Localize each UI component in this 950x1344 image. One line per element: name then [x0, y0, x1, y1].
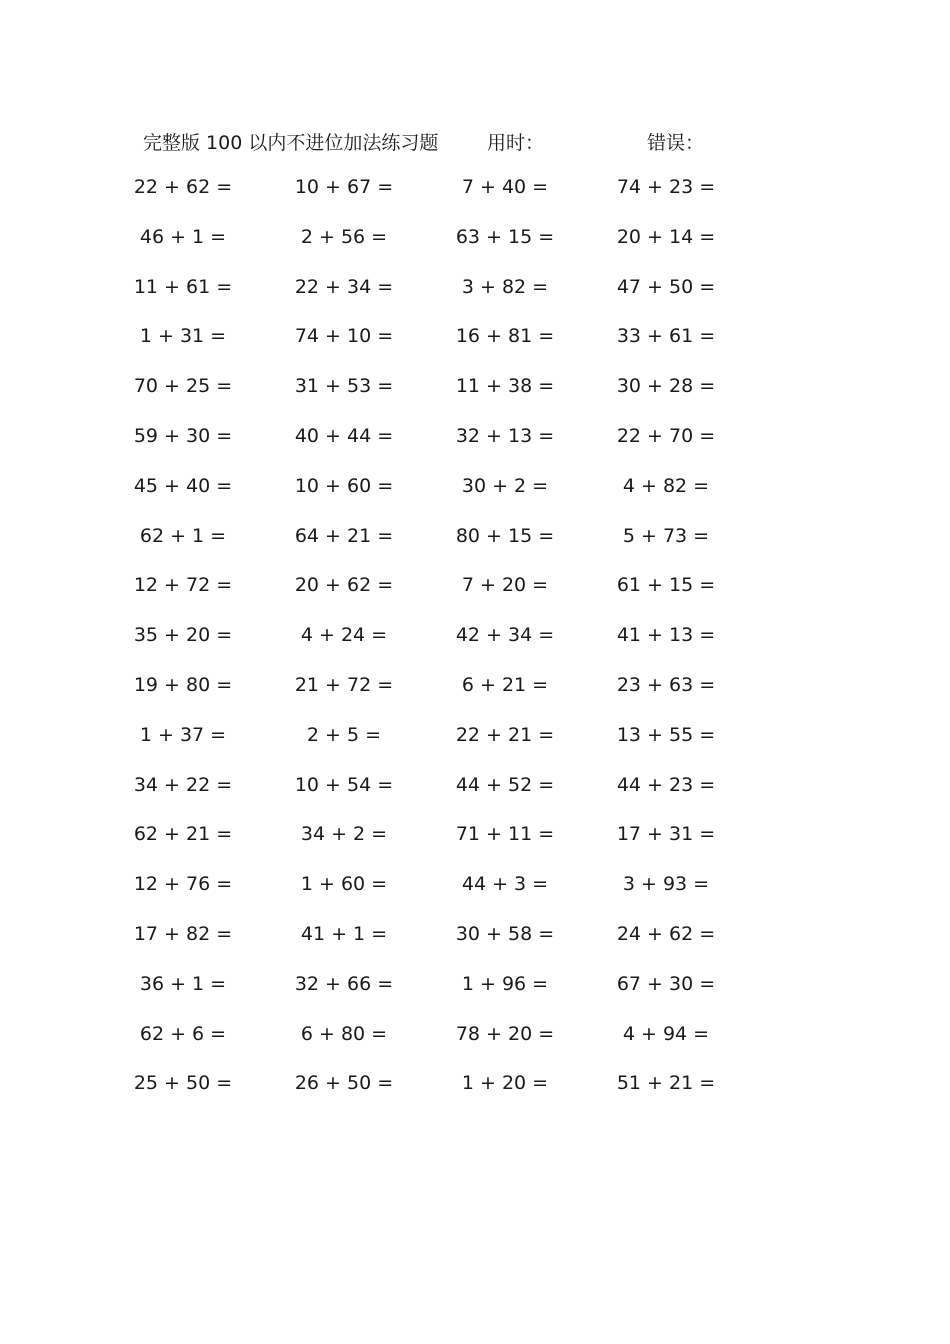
addition-problem: 6 + 21 =: [461, 673, 549, 696]
problem-row: [0, 724, 950, 774]
addition-problem: 41 + 1 =: [300, 922, 388, 945]
addition-problem: 62 + 1 =: [139, 524, 227, 547]
problem-row: [0, 674, 950, 724]
addition-problem: 64 + 21 =: [294, 524, 394, 547]
addition-problem: 74 + 10 =: [294, 325, 394, 348]
addition-problem: 13 + 55 =: [616, 723, 716, 746]
addition-problem: 10 + 67 =: [294, 176, 394, 198]
addition-problem: 20 + 14 =: [616, 225, 716, 248]
addition-problem: 12 + 76 =: [133, 873, 233, 896]
addition-problem: 1 + 96 =: [461, 972, 549, 995]
addition-problem: 1 + 20 =: [461, 1072, 549, 1095]
addition-problem: 24 + 62 =: [616, 922, 716, 945]
addition-problem: 30 + 28 =: [616, 375, 716, 398]
addition-problem: 22 + 62 =: [133, 176, 233, 198]
problem-grid: [0, 176, 950, 1122]
addition-problem: 32 + 66 =: [294, 972, 394, 995]
addition-problem: 4 + 82 =: [622, 474, 710, 497]
addition-problem: 1 + 31 =: [139, 325, 227, 348]
addition-problem: 41 + 13 =: [616, 624, 716, 647]
problem-row: [0, 1023, 950, 1073]
problem-row: [0, 475, 950, 525]
addition-problem: 63 + 15 =: [455, 225, 555, 248]
addition-problem: 62 + 6 =: [139, 1022, 227, 1045]
addition-problem: 78 + 20 =: [455, 1022, 555, 1045]
problem-row: [0, 276, 950, 326]
problem-row: [0, 973, 950, 1023]
addition-problem: 5 + 73 =: [622, 524, 710, 547]
addition-problem: 7 + 20 =: [461, 574, 549, 597]
addition-problem: 7 + 40 =: [461, 176, 549, 198]
problem-row: [0, 823, 950, 873]
addition-problem: 33 + 61 =: [616, 325, 716, 348]
addition-problem: 70 + 25 =: [133, 375, 233, 398]
addition-problem: 36 + 1 =: [139, 972, 227, 995]
addition-problem: 1 + 60 =: [300, 873, 388, 896]
addition-problem: 44 + 52 =: [455, 773, 555, 796]
problem-row: [0, 525, 950, 575]
problem-row: [0, 176, 950, 226]
addition-problem: 11 + 38 =: [455, 375, 555, 398]
addition-problem: 59 + 30 =: [133, 424, 233, 447]
addition-problem: 35 + 20 =: [133, 624, 233, 647]
addition-problem: 25 + 50 =: [133, 1072, 233, 1095]
addition-problem: 45 + 40 =: [133, 474, 233, 497]
addition-problem: 4 + 24 =: [300, 624, 388, 647]
worksheet-title: 完整版 100 以内不进位加法练习题: [143, 132, 439, 154]
worksheet-header: [0, 128, 950, 156]
addition-problem: 80 + 15 =: [455, 524, 555, 547]
addition-problem: 61 + 15 =: [616, 574, 716, 597]
addition-problem: 2 + 5 =: [306, 723, 382, 746]
problem-row: [0, 873, 950, 923]
addition-problem: 30 + 2 =: [461, 474, 549, 497]
addition-problem: 6 + 80 =: [300, 1022, 388, 1045]
addition-problem: 34 + 22 =: [133, 773, 233, 796]
addition-problem: 2 + 56 =: [300, 225, 388, 248]
problem-row: [0, 425, 950, 475]
addition-problem: 40 + 44 =: [294, 424, 394, 447]
addition-problem: 1 + 37 =: [139, 723, 227, 746]
addition-problem: 17 + 82 =: [133, 922, 233, 945]
addition-problem: 22 + 34 =: [294, 275, 394, 298]
addition-problem: 30 + 58 =: [455, 922, 555, 945]
problem-row: [0, 774, 950, 824]
addition-problem: 71 + 11 =: [455, 823, 555, 846]
addition-problem: 74 + 23 =: [616, 176, 716, 198]
addition-problem: 67 + 30 =: [616, 972, 716, 995]
addition-problem: 12 + 72 =: [133, 574, 233, 597]
addition-problem: 32 + 13 =: [455, 424, 555, 447]
addition-problem: 47 + 50 =: [616, 275, 716, 298]
addition-problem: 62 + 21 =: [133, 823, 233, 846]
addition-problem: 10 + 54 =: [294, 773, 394, 796]
addition-problem: 22 + 70 =: [616, 424, 716, 447]
addition-problem: 44 + 3 =: [461, 873, 549, 896]
addition-problem: 4 + 94 =: [622, 1022, 710, 1045]
addition-problem: 19 + 80 =: [133, 673, 233, 696]
addition-problem: 3 + 93 =: [622, 873, 710, 896]
addition-problem: 11 + 61 =: [133, 275, 233, 298]
addition-problem: 22 + 21 =: [455, 723, 555, 746]
addition-problem: 44 + 23 =: [616, 773, 716, 796]
addition-problem: 34 + 2 =: [300, 823, 388, 846]
addition-problem: 31 + 53 =: [294, 375, 394, 398]
problem-row: [0, 923, 950, 973]
addition-problem: 20 + 62 =: [294, 574, 394, 597]
addition-problem: 42 + 34 =: [455, 624, 555, 647]
addition-problem: 46 + 1 =: [139, 225, 227, 248]
problem-row: [0, 1072, 950, 1122]
problem-row: [0, 624, 950, 674]
addition-problem: 23 + 63 =: [616, 673, 716, 696]
problem-row: [0, 375, 950, 425]
problem-row: [0, 226, 950, 276]
addition-problem: 10 + 60 =: [294, 474, 394, 497]
time-label: 用时：: [487, 132, 545, 154]
problem-row: [0, 325, 950, 375]
addition-problem: 21 + 72 =: [294, 673, 394, 696]
errors-label: 错误：: [647, 132, 705, 154]
addition-problem: 17 + 31 =: [616, 823, 716, 846]
addition-problem: 16 + 81 =: [455, 325, 555, 348]
addition-problem: 3 + 82 =: [461, 275, 549, 298]
addition-problem: 26 + 50 =: [294, 1072, 394, 1095]
problem-row: [0, 574, 950, 624]
addition-problem: 51 + 21 =: [616, 1072, 716, 1095]
